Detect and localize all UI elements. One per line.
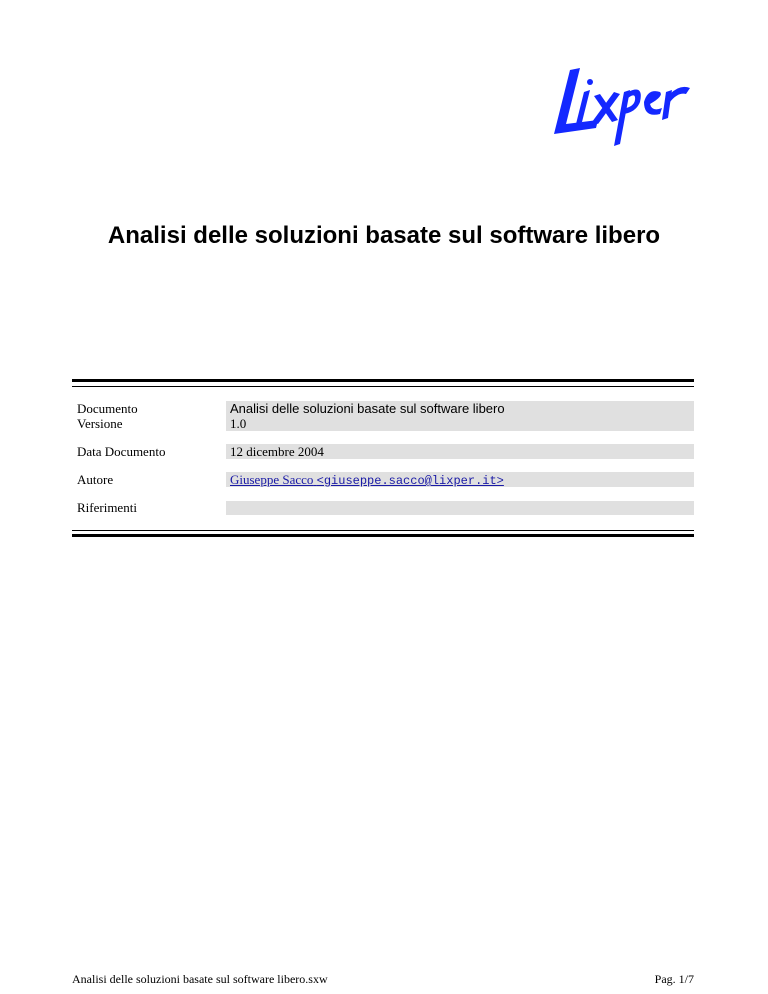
documento-value: Analisi delle soluzioni basate sul software libero: [230, 401, 505, 416]
footer-page-number: Pag. 1/7: [654, 972, 694, 986]
lixper-logo: [540, 62, 698, 146]
data-documento-label: Data Documento: [77, 444, 166, 459]
bottom-rule-thick: [72, 534, 694, 537]
autore-label: Autore: [77, 472, 114, 487]
bottom-rule-thin: [72, 530, 694, 531]
author-email-link[interactable]: [230, 472, 504, 487]
documento-label: Documento: [77, 401, 138, 416]
top-rule-thin: [72, 386, 694, 387]
data-documento-cell: [226, 444, 694, 459]
author-name: Giuseppe Sacco: [230, 472, 314, 487]
author-email: <giuseppe.sacco@lixper.it>: [316, 474, 504, 488]
riferimenti-label: Riferimenti: [77, 500, 137, 515]
top-rule-thick: [72, 379, 694, 382]
autore-cell: [226, 472, 694, 487]
document-title: Analisi delle soluzioni basate sul software libero: [107, 222, 661, 249]
footer-filename: Analisi delle soluzioni basate sul software libero.sxw: [72, 972, 328, 986]
versione-value: 1.0: [230, 416, 247, 431]
riferimenti-cell: [226, 501, 694, 515]
versione-label: Versione: [77, 416, 123, 431]
documento-versione-cell: [226, 401, 694, 431]
data-documento-value: 12 dicembre 2004: [230, 444, 324, 459]
